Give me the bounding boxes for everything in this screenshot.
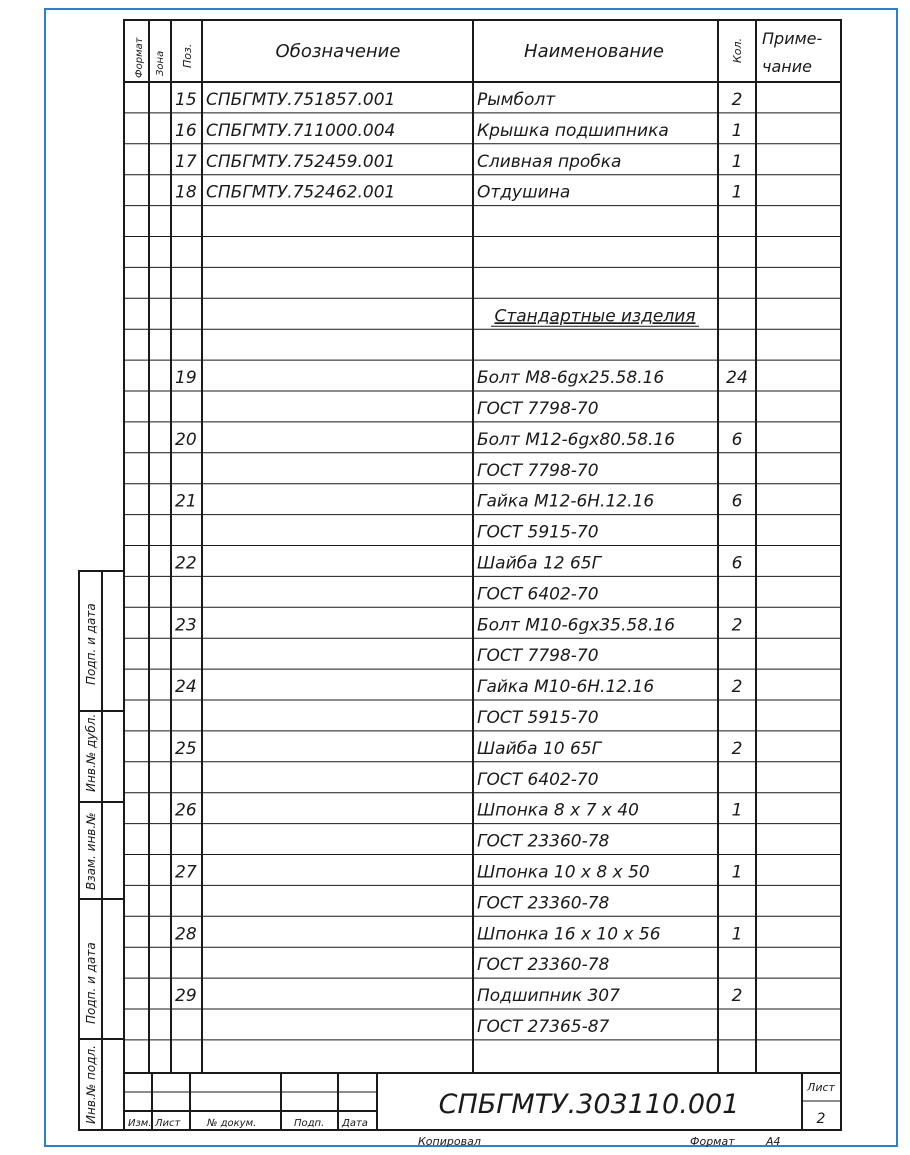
table-row (175, 152, 742, 172)
table-row (175, 986, 742, 1006)
row-qty: 2 (731, 677, 743, 698)
document-code: СПБГМТУ.303110.001 (438, 1089, 740, 1120)
row-name: ГОСТ 7798-70 (477, 399, 599, 419)
row-qty: 6 (731, 553, 743, 574)
tb-list: Лист (155, 1118, 181, 1129)
footer-copied: Копировал (418, 1135, 481, 1148)
table-row (175, 863, 742, 883)
table-body (175, 90, 748, 1037)
side-vzam-inv: Взам. инв.№ (84, 812, 98, 890)
row-qty: 1 (731, 182, 743, 203)
row-pos: 20 (175, 429, 197, 450)
table-row (477, 893, 610, 913)
table-row (175, 615, 742, 635)
row-name: ГОСТ 7798-70 (477, 646, 599, 667)
table-row (477, 1017, 610, 1037)
row-pos: 15 (175, 90, 197, 110)
header-name: Наименование (524, 41, 664, 62)
row-pos: 19 (175, 368, 197, 389)
row-name: ГОСТ 23360-78 (477, 831, 610, 852)
row-pos: 23 (175, 615, 197, 636)
table-row (477, 832, 610, 852)
side-inv-dupl: Инв.№ дубл. (84, 713, 98, 792)
header-format: Формат (134, 37, 145, 78)
row-name: Болт М12-6gx80.58.16 (477, 429, 676, 450)
section-heading: Стандартные изделия (494, 306, 696, 327)
table-row (477, 955, 610, 975)
row-name: Болт М10-6gx35.58.16 (477, 615, 676, 636)
table-row (491, 306, 699, 326)
row-name: ГОСТ 27365-87 (477, 1017, 610, 1037)
table-header (134, 29, 823, 78)
row-qty: 2 (731, 986, 743, 1007)
row-pos: 25 (175, 738, 197, 759)
row-pos: 24 (175, 677, 197, 698)
row-qty: 6 (731, 491, 743, 512)
row-name: Шпонка 16 х 10 х 56 (477, 924, 661, 945)
row-name: ГОСТ 23360-78 (477, 893, 610, 914)
row-qty: 1 (731, 862, 743, 883)
left-margin-block (79, 571, 124, 1130)
row-designation: СПБГМТУ.711000.004 (206, 120, 396, 141)
table-row (477, 399, 599, 419)
footer-format-label: Формат (690, 1135, 735, 1148)
row-name: ГОСТ 5915-70 (477, 708, 599, 728)
header-designation: Обозначение (275, 41, 401, 62)
footer-format-value: А4 (766, 1135, 781, 1148)
row-pos: 16 (175, 120, 197, 141)
row-name: ГОСТ 23360-78 (477, 955, 610, 976)
row-qty: 6 (731, 429, 743, 450)
row-name: Шпонка 8 х 7 х 40 (477, 800, 639, 821)
table-row (477, 708, 599, 728)
row-name: Болт М8-6gx25.58.16 (477, 368, 665, 389)
row-name: ГОСТ 6402-70 (477, 584, 599, 605)
table-row (175, 924, 742, 944)
row-pos: 22 (175, 553, 197, 574)
table-row (175, 183, 742, 203)
header-pos: Поз. (181, 43, 194, 68)
title-block (124, 1073, 841, 1130)
row-designation: СПБГМТУ.752462.001 (206, 182, 396, 203)
row-pos: 17 (175, 151, 197, 172)
table-row (175, 801, 742, 821)
tb-doc-no: № докум. (207, 1118, 257, 1129)
table-row (175, 677, 742, 697)
table-row (175, 430, 743, 450)
tb-sheet-label: Лист (807, 1081, 835, 1094)
table-row (477, 770, 599, 790)
row-qty: 1 (731, 120, 743, 141)
row-name: Шайба 10 65Г (477, 738, 602, 759)
tb-izm: Изм. (128, 1118, 152, 1129)
row-name: Гайка М12-6Н.12.16 (477, 491, 655, 512)
table-row (175, 739, 742, 759)
row-name: ГОСТ 6402-70 (477, 769, 599, 790)
tb-sign: Подп. (294, 1118, 325, 1129)
header-qty: Кол. (731, 37, 744, 63)
row-pos: 29 (175, 986, 197, 1007)
row-name: Сливная пробка (477, 151, 622, 172)
header-zone: Зона (155, 50, 166, 76)
row-qty: 1 (731, 151, 743, 172)
tb-sheet-number: 2 (816, 1111, 826, 1127)
row-name: Отдушина (477, 182, 571, 203)
outer-frame (45, 9, 897, 1146)
header-note-line2: чание (762, 57, 812, 76)
header-note-line1: Приме- (762, 29, 823, 48)
table-row (477, 584, 599, 604)
row-qty: 2 (731, 615, 743, 636)
row-name: ГОСТ 7798-70 (477, 460, 599, 481)
row-qty: 2 (731, 738, 743, 759)
side-sign-date-top: Подп. и дата (84, 603, 98, 685)
table-row (175, 121, 742, 141)
row-qty: 24 (726, 368, 748, 389)
row-qty: 1 (731, 924, 743, 945)
row-qty: 1 (731, 800, 743, 821)
row-name: Шпонка 10 х 8 х 50 (477, 862, 650, 883)
row-pos: 21 (175, 491, 197, 512)
table-row (175, 554, 743, 574)
row-designation: СПБГМТУ.751857.001 (206, 90, 396, 110)
row-designation: СПБГМТУ.752459.001 (206, 151, 396, 172)
side-inv-orig: Инв.№ подл. (84, 1045, 98, 1124)
row-name: Рымболт (477, 90, 556, 110)
side-sign-date-bottom: Подп. и дата (84, 942, 98, 1024)
table-row (477, 523, 599, 543)
row-pos: 28 (175, 924, 197, 945)
column-dividers (149, 20, 756, 1073)
row-name: Подшипник 307 (477, 986, 620, 1007)
row-pos: 26 (175, 800, 197, 821)
table-row (477, 646, 599, 666)
table-row (477, 461, 599, 481)
row-name: ГОСТ 5915-70 (477, 522, 599, 543)
table-row (175, 90, 742, 110)
tb-date: Дата (342, 1118, 368, 1129)
row-pos: 18 (175, 182, 197, 203)
table-row (175, 492, 743, 512)
row-name: Крышка подшипника (477, 120, 669, 141)
row-name: Шайба 12 65Г (477, 553, 602, 574)
table-row (175, 368, 748, 388)
row-name: Гайка М10-6Н.12.16 (477, 677, 655, 698)
row-pos: 27 (175, 862, 197, 883)
row-qty: 2 (731, 90, 743, 110)
